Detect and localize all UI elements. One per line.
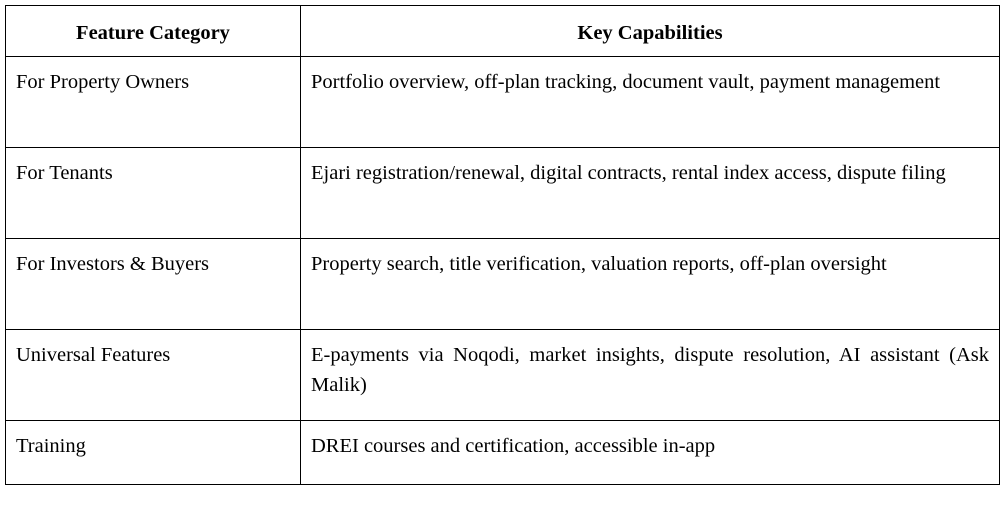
table-row [6,148,1000,239]
capabilities-cell: DREI courses and certification, accessible in-app [301,421,1000,485]
header-feature-category: Feature Category [6,6,301,57]
table-header [6,6,1000,57]
table-body [6,57,1000,485]
capabilities-cell: Property search, title verification, valuation reports, off-plan oversight [301,239,1000,330]
category-cell: Training [6,421,301,485]
features-table [5,5,1000,485]
header-key-capabilities: Key Capabilities [301,6,1000,57]
table-row [6,57,1000,148]
capabilities-cell: E-payments via Noqodi, market insights, dispute resolution, AI assistant (Ask Malik) [301,330,1000,421]
table-row [6,239,1000,330]
category-cell: For Tenants [6,148,301,239]
category-cell: For Investors & Buyers [6,239,301,330]
table-row [6,330,1000,421]
capabilities-cell: Portfolio overview, off-plan tracking, document vault, payment management [301,57,1000,148]
table-row [6,421,1000,485]
header-row [6,6,1000,57]
category-cell: For Property Owners [6,57,301,148]
capabilities-cell: Ejari registration/renewal, digital contracts, rental index access, dispute filing [301,148,1000,239]
category-cell: Universal Features [6,330,301,421]
